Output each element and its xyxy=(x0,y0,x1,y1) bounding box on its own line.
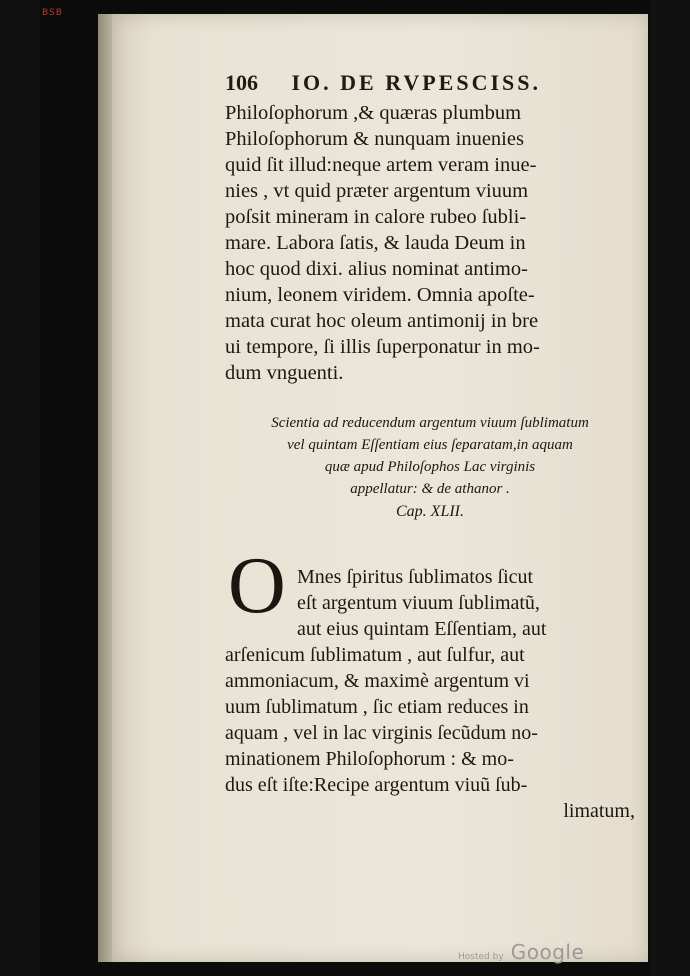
text-line: Philoſophorum ,& quæras plumbum xyxy=(225,102,522,124)
chapter-heading-line: Scientia ad reducendum argentum viuum ſublimatum xyxy=(271,415,589,431)
text-line: ui tempore, ſi illis ſuperponatur in mo- xyxy=(225,336,540,358)
text-line: Mnes ſpiritus ſublimatos ſicut xyxy=(297,566,534,588)
text-line: quid ſit illud:neque artem veram inue- xyxy=(225,154,537,176)
text-line: nies , vt quid præter argentum viuum xyxy=(225,180,529,202)
page-number: 106 xyxy=(225,70,258,95)
text-line: dus eſt iſte:Recipe argentum viuũ ſub- xyxy=(225,774,528,796)
text-line: hoc quod dixi. alius nominat antimo- xyxy=(225,258,528,280)
text-line: arſenicum ſublimatum , aut ſulfur, aut xyxy=(225,644,525,666)
text-line: nium, leonem viridem. Omnia apoſte- xyxy=(225,284,535,306)
google-logo: Google xyxy=(510,940,585,964)
hosted-by-label: Hosted by xyxy=(458,952,504,962)
text-line: ammoniacum, & maximè argentum vi xyxy=(225,670,530,692)
text-line: mare. Labora ſatis, & lauda Deum in xyxy=(225,232,526,254)
chapter-heading-line: appellatur: & de athanor . xyxy=(350,481,510,497)
text-line: poſsit mineram in calore rubeo ſubli- xyxy=(225,206,527,228)
running-title: IO. DE RVPESCISS. xyxy=(291,70,542,95)
text-line: dum vnguenti. xyxy=(225,362,344,384)
catchword: limatum, xyxy=(563,800,635,822)
text-line: Philoſophorum & nunquam inuenies xyxy=(225,128,524,150)
text-line: eſt argentum viuum ſublimatũ, xyxy=(297,592,540,614)
google-watermark xyxy=(458,940,584,964)
drop-cap: O xyxy=(228,542,286,630)
text-line: uum ſublimatum , ſic etiam reduces in xyxy=(225,696,529,718)
running-head xyxy=(225,70,625,96)
library-stamp: BSB xyxy=(42,8,63,18)
text-line: aquam , vel in lac virginis ſecũdum no- xyxy=(225,722,538,744)
chapter-heading xyxy=(225,412,635,524)
text-line: mata curat hoc oleum antimonij in bre xyxy=(225,310,539,332)
body-text xyxy=(225,100,635,386)
text-line: minationem Philoſophorum : & mo- xyxy=(225,748,514,770)
chapter-heading-line: quæ apud Philoſophos Lac virginis xyxy=(324,459,536,475)
text-line: aut eius quintam Eſſentiam, aut xyxy=(297,618,547,640)
chapter-text xyxy=(225,564,635,824)
chapter-heading-line: vel quintam Eſſentiam eius ſeparatam,in aquam xyxy=(287,437,573,453)
chapter-number: Cap. XLII. xyxy=(396,503,464,520)
